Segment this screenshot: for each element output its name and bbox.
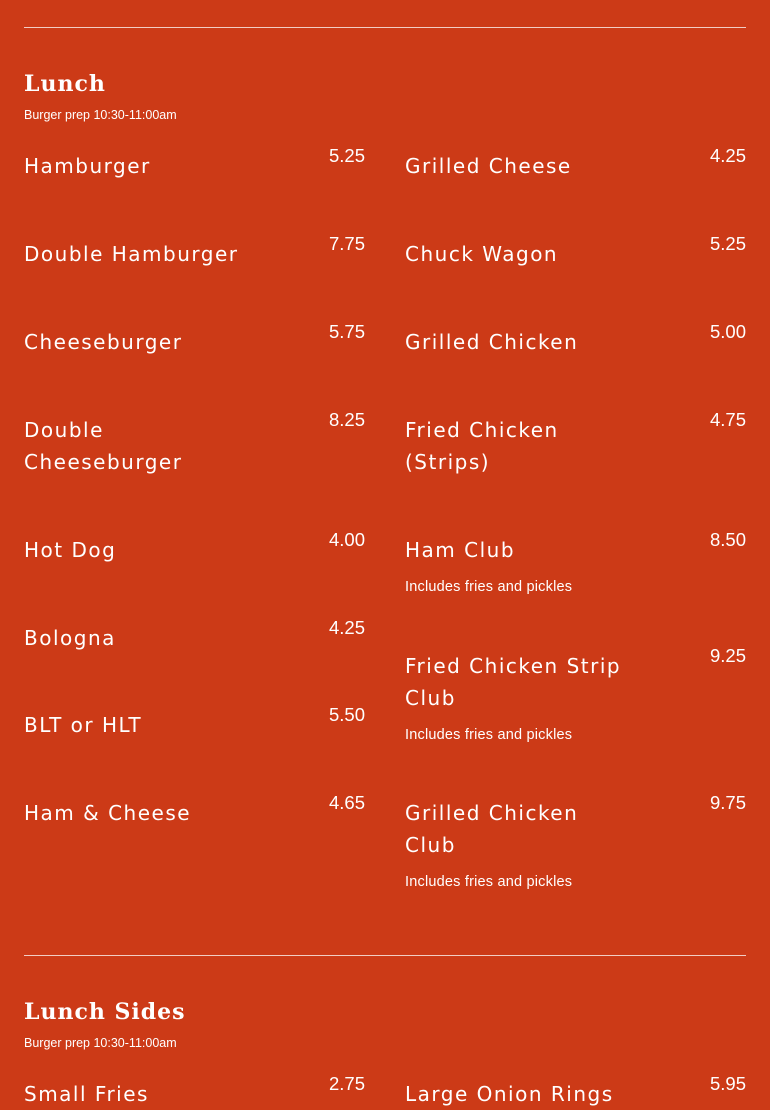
menu-item-name: Ham Club (405, 538, 516, 562)
menu-item-price: 2.75 (328, 1073, 365, 1094)
menu-item-small-fries (24, 1073, 365, 1110)
menu-item-name: Cheeseburger (24, 330, 183, 354)
menu-item-ham-club (405, 529, 746, 596)
menu-item-price: 5.50 (328, 704, 365, 725)
menu-item-note: Includes fries and pickles (405, 874, 573, 890)
menu-item-name: Fried Chicken Strip Club (405, 654, 622, 710)
menu-item-cheeseburger (24, 321, 365, 358)
menu-item-price: 5.00 (709, 321, 746, 342)
section-divider-lunch-sides (24, 955, 746, 956)
menu-item-chuck-wagon (405, 233, 746, 270)
menu-item-fried-chicken-strips (405, 409, 746, 478)
menu-item-grilled-chicken-club (405, 792, 746, 891)
menu-item-ham-and-cheese (24, 792, 365, 829)
menu-item-price: 8.50 (709, 529, 746, 550)
menu-item-name: Grilled Cheese (405, 154, 572, 178)
menu-item-large-onion-rings (405, 1073, 746, 1110)
menu-item-hamburger (24, 145, 365, 182)
menu-item-name: Small Fries (24, 1082, 149, 1106)
menu-item-price: 4.65 (328, 792, 365, 813)
menu-item-price: 9.75 (709, 792, 746, 813)
menu-item-double-hamburger (24, 233, 365, 270)
menu-item-price: 5.95 (709, 1073, 746, 1094)
menu-item-name: Grilled Chicken (405, 330, 579, 354)
menu-item-price: 5.25 (709, 233, 746, 254)
menu-item-price: 4.25 (709, 145, 746, 166)
menu-item-name: Ham & Cheese (24, 801, 192, 825)
menu-item-double-cheeseburger (24, 409, 365, 478)
section-divider-top (24, 27, 746, 28)
menu-item-bologna (24, 617, 365, 654)
menu-item-name: Hamburger (24, 154, 151, 178)
menu-item-hot-dog (24, 529, 365, 566)
menu-item-name: Hot Dog (24, 538, 117, 562)
menu-item-grilled-cheese (405, 145, 746, 182)
menu-item-price: 4.00 (328, 529, 365, 550)
menu-item-price: 8.25 (328, 409, 365, 430)
menu-item-price: 4.75 (709, 409, 746, 430)
menu-item-fried-chicken-strip-club (405, 645, 746, 744)
menu-item-name: Double Cheeseburger (24, 418, 183, 474)
menu-item-note: Includes fries and pickles (405, 579, 573, 595)
menu-item-note: Includes fries and pickles (405, 727, 573, 743)
lunch-section-subtitle: Burger prep 10:30-11:00am (24, 108, 177, 122)
menu-item-name: Chuck Wagon (405, 242, 559, 266)
menu-item-price: 9.25 (709, 645, 746, 666)
menu-item-grilled-chicken (405, 321, 746, 358)
menu-item-price: 5.25 (328, 145, 365, 166)
lunch-sides-section-title: Lunch Sides (24, 999, 186, 1025)
menu-item-price: 4.25 (328, 617, 365, 638)
menu-item-price: 7.75 (328, 233, 365, 254)
lunch-section-title: Lunch (24, 71, 106, 97)
menu-item-price: 5.75 (328, 321, 365, 342)
menu-item-name: Fried Chicken (Strips) (405, 418, 559, 474)
menu-item-name: BLT or HLT (24, 713, 143, 737)
menu-item-name: Large Onion Rings (405, 1082, 614, 1106)
menu-item-name: Double Hamburger (24, 242, 239, 266)
menu-item-name: Grilled Chicken Club (405, 801, 579, 857)
menu-item-blt-or-hlt (24, 704, 365, 741)
menu-item-name: Bologna (24, 626, 116, 650)
lunch-sides-section-subtitle: Burger prep 10:30-11:00am (24, 1036, 177, 1050)
